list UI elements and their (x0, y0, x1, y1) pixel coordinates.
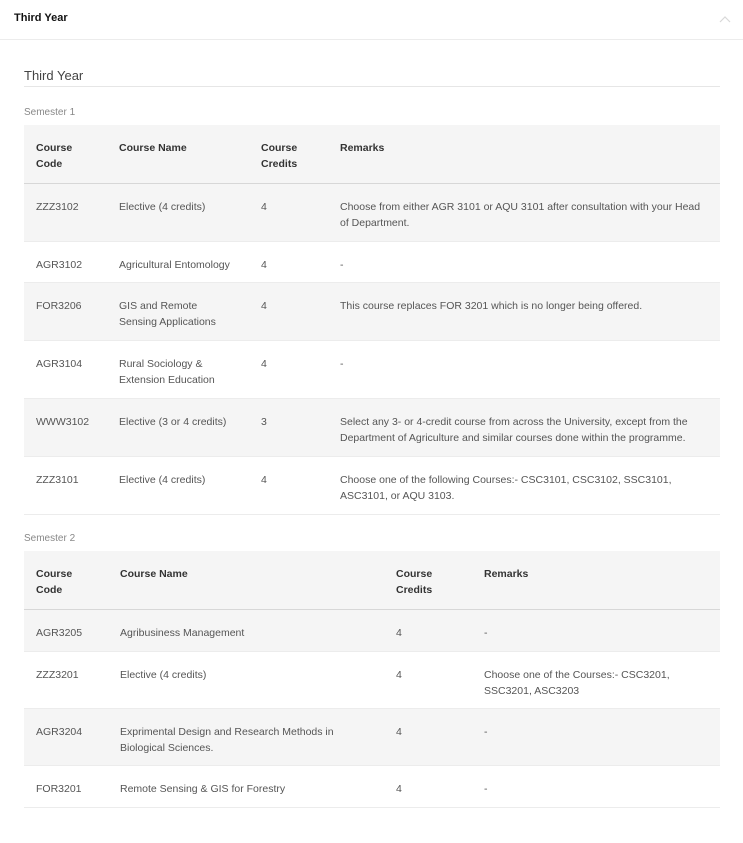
semester-2-label: Semester 2 (24, 533, 76, 544)
course-code: AGR3204 (36, 725, 83, 738)
course-code: AGR3104 (36, 357, 83, 370)
course-credits: 4 (396, 782, 402, 795)
course-remarks: - (340, 258, 344, 271)
accordion-title: Third Year (14, 12, 68, 24)
table-header-row (24, 551, 720, 609)
course-code: FOR3206 (36, 299, 82, 312)
header-course-name: Course Name (108, 551, 384, 609)
course-name: GIS and Remote Sensing Applications (119, 299, 216, 328)
course-credits: 4 (396, 626, 402, 639)
course-credits: 4 (261, 258, 267, 271)
header-course-name: Course Name (107, 125, 249, 183)
course-remarks: Choose one of the Courses:- CSC3201, SSC3201, ASC3203 (484, 668, 670, 697)
course-code: FOR3201 (36, 782, 82, 795)
course-credits: 4 (261, 200, 267, 213)
semester-1-label: Semester 1 (24, 107, 76, 118)
course-code: ZZZ3201 (36, 668, 79, 681)
course-remarks: Choose one of the following Courses:- CSC3101, CSC3102, SSC3101, ASC3101, or AQU 3103. (340, 473, 672, 502)
course-remarks: - (484, 782, 488, 795)
course-name: Exprimental Design and Research Methods in Biological Sciences. (120, 725, 334, 754)
table-row (24, 765, 720, 807)
course-code: ZZZ3101 (36, 473, 79, 486)
section-divider (24, 86, 720, 87)
section-title: Third Year (24, 68, 84, 83)
course-name: Agricultural Entomology (119, 258, 230, 271)
header-remarks: Remarks (472, 551, 720, 609)
course-name: Elective (4 credits) (119, 473, 206, 486)
chevron-up-icon[interactable] (719, 15, 731, 23)
course-code: AGR3102 (36, 258, 83, 271)
semester-1-table (24, 125, 720, 515)
table-row (24, 241, 720, 282)
course-remarks: - (484, 626, 488, 639)
table-row (24, 340, 720, 398)
course-credits: 4 (396, 725, 402, 738)
table-row (24, 708, 720, 765)
semester-2-table (24, 551, 720, 808)
course-name: Elective (3 or 4 credits) (119, 415, 227, 428)
course-credits: 4 (261, 299, 267, 312)
course-name: Elective (4 credits) (120, 668, 207, 681)
course-credits: 4 (396, 668, 402, 681)
course-remarks: - (340, 357, 344, 370)
table-row (24, 183, 720, 241)
header-remarks: Remarks (328, 125, 720, 183)
accordion-header[interactable] (0, 0, 743, 40)
header-course-code: Course Code (24, 551, 108, 609)
table-row (24, 398, 720, 456)
course-name: Elective (4 credits) (119, 200, 206, 213)
table-row (24, 282, 720, 340)
course-credits: 4 (261, 473, 267, 486)
header-course-credits: Course Credits (249, 125, 328, 183)
course-code: AGR3205 (36, 626, 83, 639)
course-name: Remote Sensing & GIS for Forestry (120, 782, 286, 795)
course-name: Agribusiness Management (120, 626, 245, 639)
course-remarks: This course replaces FOR 3201 which is no longer being offered. (340, 299, 643, 312)
course-name: Rural Sociology & Extension Education (119, 357, 215, 386)
course-remarks: Choose from either AGR 3101 or AQU 3101 after consultation with your Head of Department. (340, 200, 701, 229)
header-course-code: Course Code (24, 125, 107, 183)
course-code: WWW3102 (36, 415, 90, 428)
course-remarks: - (484, 725, 488, 738)
table-header-row (24, 125, 720, 183)
table-row (24, 651, 720, 708)
course-credits: 3 (261, 415, 267, 428)
table-row (24, 609, 720, 651)
header-course-credits: Course Credits (384, 551, 472, 609)
course-code: ZZZ3102 (36, 200, 79, 213)
course-credits: 4 (261, 357, 267, 370)
table-row (24, 456, 720, 514)
course-remarks: Select any 3- or 4-credit course from across the University, except from the Department of Agriculture and similar courses done within the programme. (340, 415, 688, 444)
